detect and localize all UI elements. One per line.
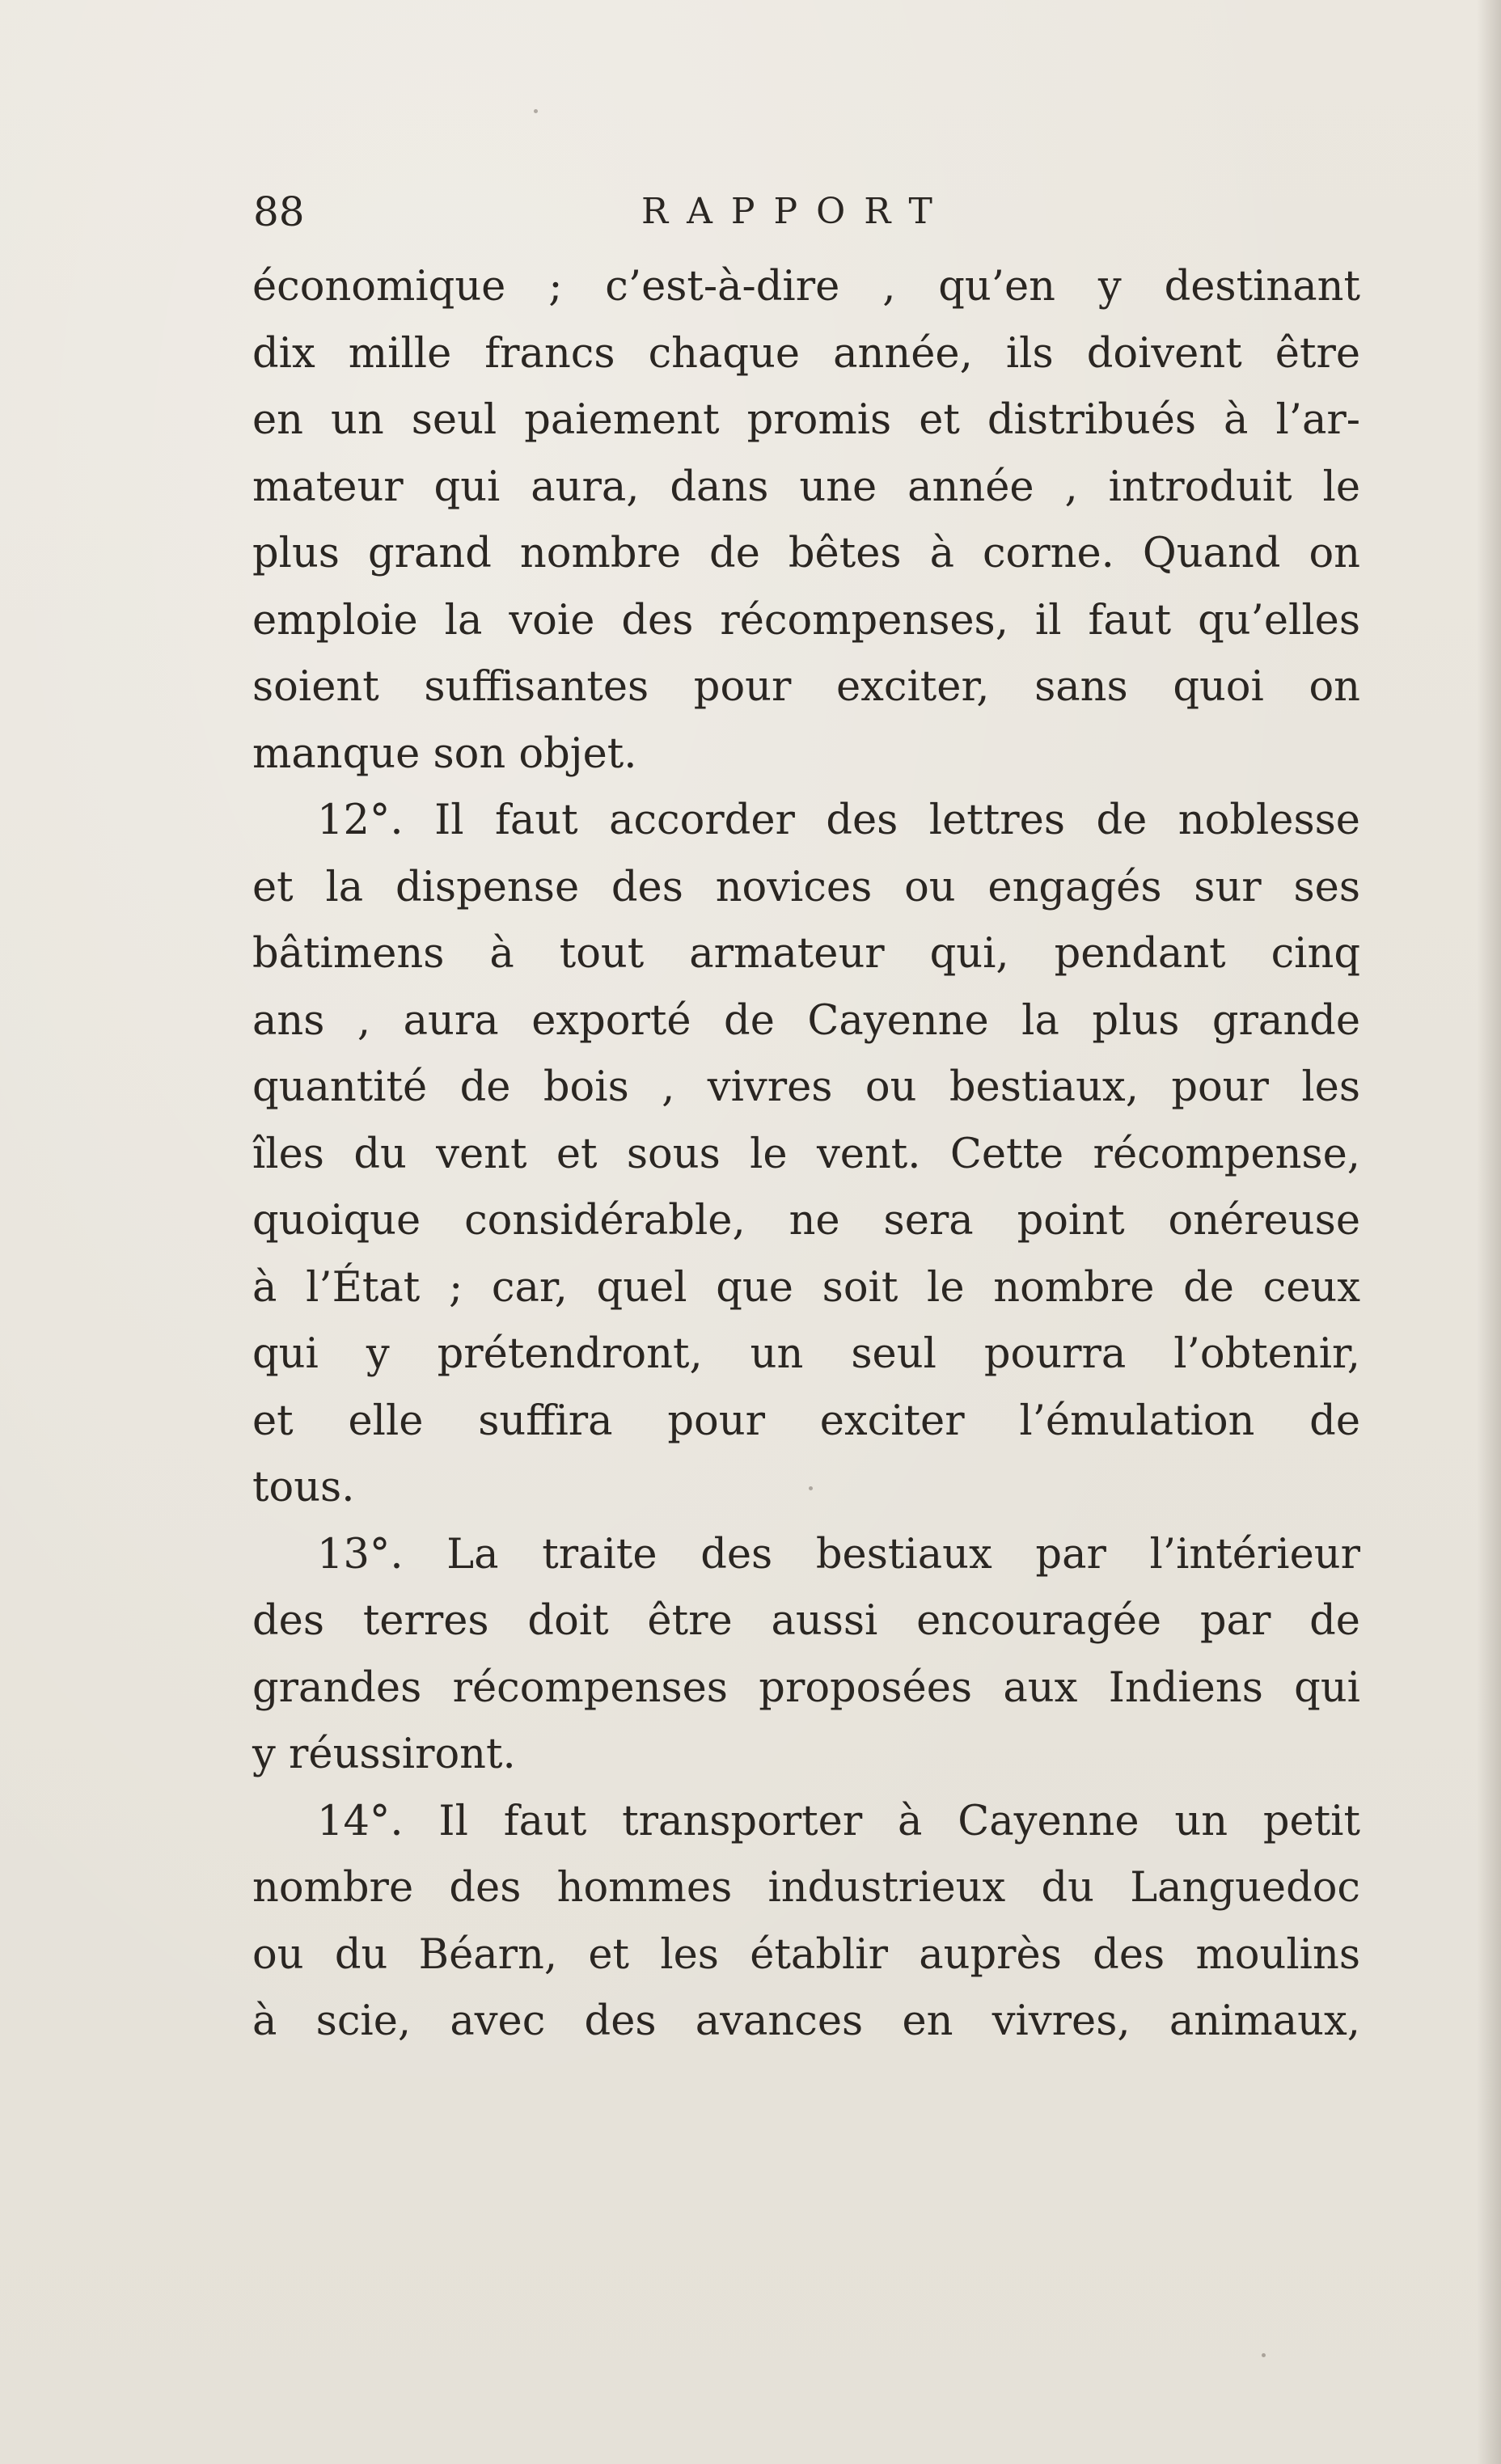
text-line: en un seul paiement promis et distribués à l’ar- (252, 396, 1360, 444)
text-line: emploie la voie des récompenses, il faut qu’elles (252, 596, 1360, 645)
text-line: grandes récompenses proposées aux Indiens qui (252, 1663, 1360, 1712)
paper-speck (1262, 2353, 1266, 2357)
page-header (253, 180, 1353, 244)
page-number: 88 (253, 188, 305, 235)
text-line: économique ; c’est-à-dire , qu’en y destinant (252, 263, 1360, 311)
text-line: quoique considérable, ne sera point onéreuse (252, 1197, 1360, 1245)
running-title: RAPPORT (641, 191, 951, 232)
text-line: dix mille francs chaque année, ils doivent être (252, 329, 1360, 378)
text-line: mateur qui aura, dans une année , introduit le (252, 463, 1360, 511)
text-line: des terres doit être aussi encouragée par de (252, 1597, 1360, 1645)
paper-speck (534, 109, 538, 113)
text-line: tous. (252, 1464, 355, 1511)
text-line: à l’État ; car, quel que soit le nombre de ceux (252, 1263, 1360, 1312)
text-line: îles du vent et sous le vent. Cette récompense, (252, 1130, 1360, 1178)
text-line: quantité de bois , vivres ou bestiaux, pour les (252, 1063, 1360, 1111)
text-line: plus grand nombre de bêtes à corne. Quand on (252, 530, 1360, 577)
paper-speck (809, 1486, 813, 1490)
paragraph-start-line: 14°. Il faut transporter à Cayenne un petit (317, 1797, 1360, 1845)
paragraph-start-line: 12°. Il faut accorder des lettres de noblesse (317, 797, 1360, 844)
text-line: et elle suffira pour exciter l’émulation de (252, 1397, 1360, 1445)
paragraph-start-line: 13°. La traite des bestiaux par l’intérieur (317, 1530, 1360, 1579)
text-line: bâtimens à tout armateur qui, pendant cinq (252, 930, 1360, 978)
page-edge-shadow (1477, 0, 1501, 2464)
text-line: manque son objet. (252, 729, 637, 778)
text-line: à scie, avec des avances en vivres, animaux, (252, 1997, 1360, 2045)
body-text (252, 254, 1360, 2056)
text-line: ans , aura exporté de Cayenne la plus grande (252, 996, 1360, 1045)
text-line: et la dispense des novices ou engagés sur ses (252, 863, 1360, 911)
text-line: y réussiront. (252, 1731, 516, 1778)
text-line: ou du Béarn, et les établir auprès des moulins (252, 1930, 1360, 1979)
text-line: soient suffisantes pour exciter, sans quoi on (252, 663, 1360, 711)
text-line: qui y prétendront, un seul pourra l’obtenir, (252, 1330, 1360, 1378)
text-line: nombre des hommes industrieux du Languedoc (252, 1864, 1360, 1912)
